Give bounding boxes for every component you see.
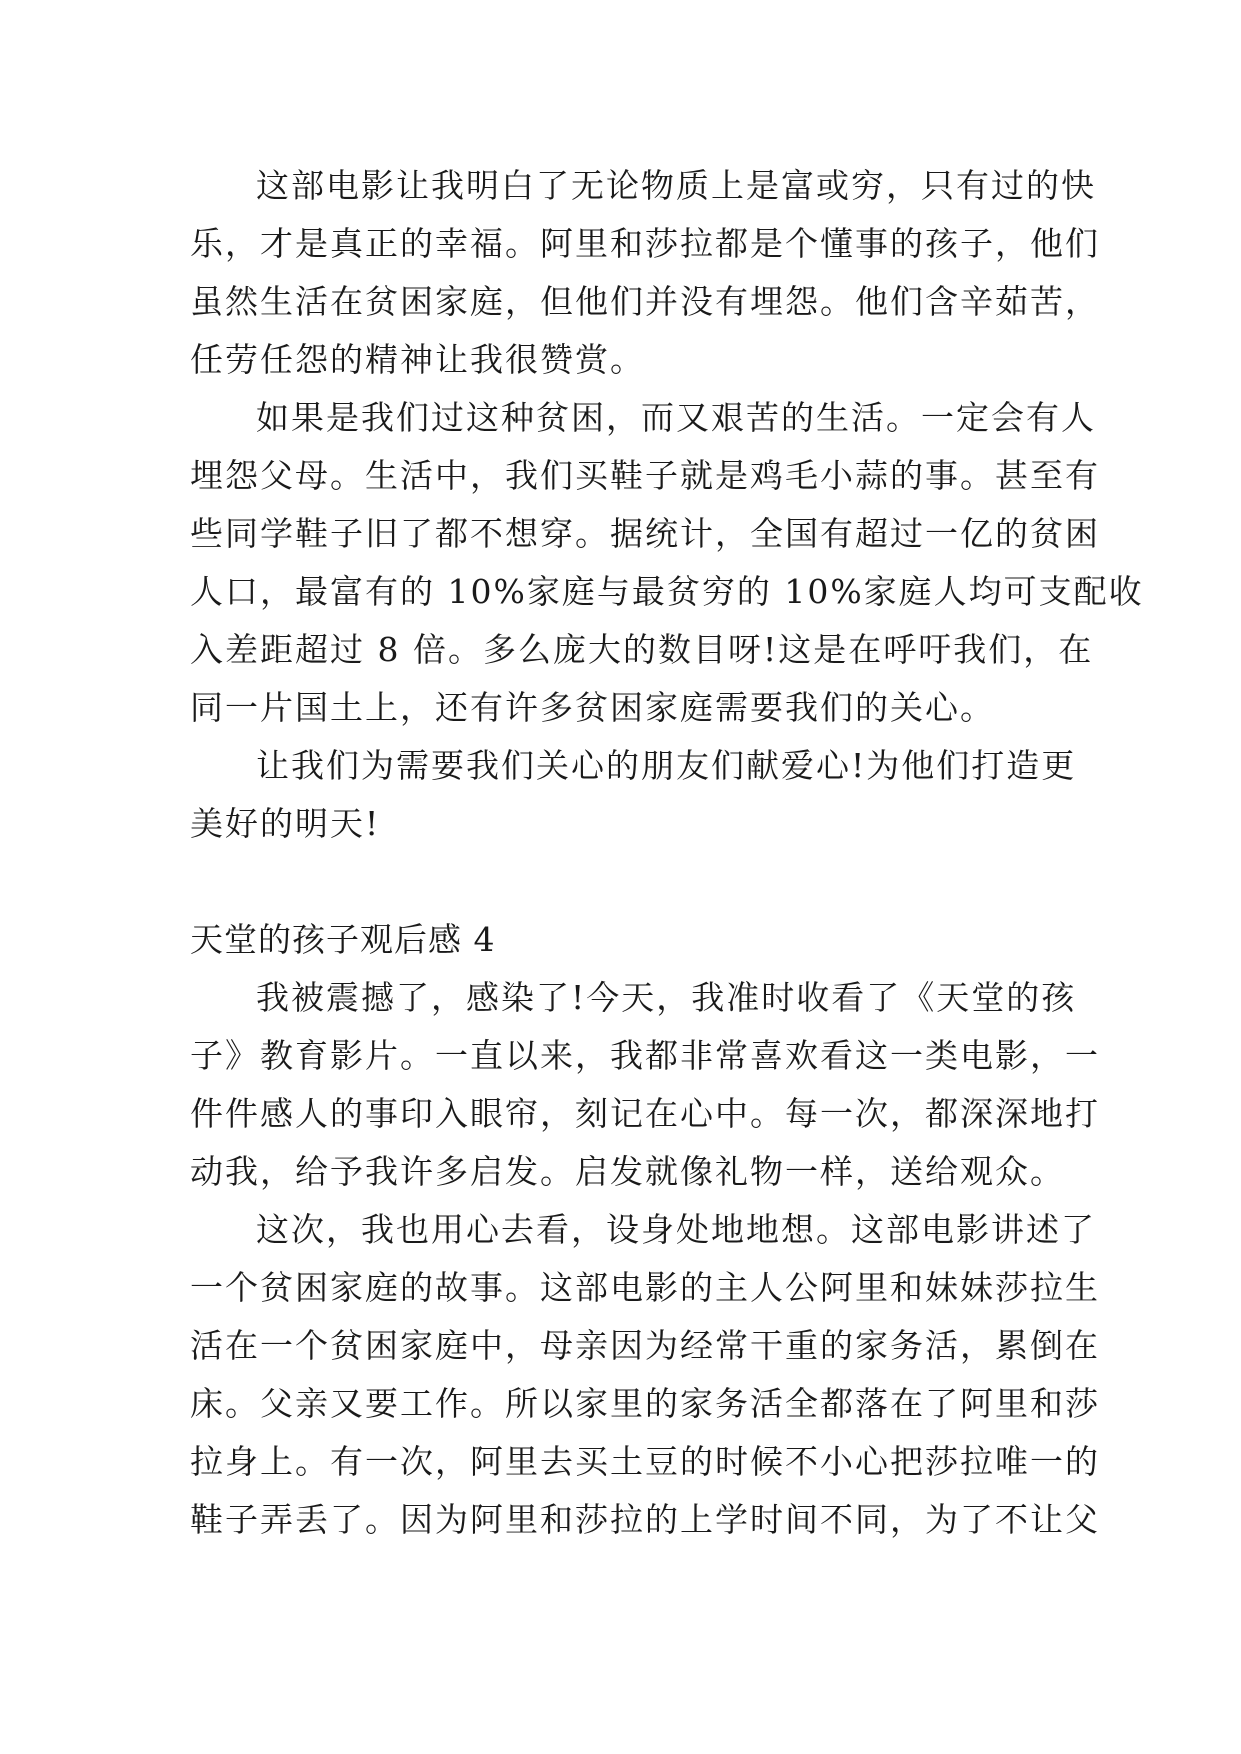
paragraph-line: 件件感人的事印入眼帘，刻记在心中。每一次，都深深地打 xyxy=(190,1094,1100,1133)
paragraph-line: 动我，给予我许多启发。启发就像礼物一样，送给观众。 xyxy=(190,1152,1065,1191)
section-title: 天堂的孩子观后感 4 xyxy=(190,920,496,959)
paragraph-line: 鞋子弄丢了。因为阿里和莎拉的上学时间不同，为了不让父 xyxy=(190,1500,1100,1539)
paragraph-line: 乐，才是真正的幸福。阿里和莎拉都是个懂事的孩子，他们 xyxy=(190,224,1100,263)
paragraph-line: 这次，我也用心去看，设身处地地想。这部电影讲述了 xyxy=(256,1210,1096,1249)
paragraph-line: 同一片国土上，还有许多贫困家庭需要我们的关心。 xyxy=(190,688,995,727)
paragraph-line: 美好的明天! xyxy=(190,804,381,843)
paragraph-line: 埋怨父母。生活中，我们买鞋子就是鸡毛小蒜的事。甚至有 xyxy=(190,456,1100,495)
paragraph-line: 这部电影让我明白了无论物质上是富或穷，只有过的快 xyxy=(256,166,1096,205)
paragraph-line: 我被震撼了，感染了!今天，我准时收看了《天堂的孩 xyxy=(256,978,1077,1017)
paragraph-line: 一个贫困家庭的故事。这部电影的主人公阿里和妹妹莎拉生 xyxy=(190,1268,1100,1307)
paragraph-line: 活在一个贫困家庭中，母亲因为经常干重的家务活，累倒在 xyxy=(190,1326,1100,1365)
paragraph-line: 子》教育影片。一直以来，我都非常喜欢看这一类电影，一 xyxy=(190,1036,1100,1075)
paragraph-line: 人口，最富有的 10%家庭与最贫穷的 10%家庭人均可支配收 xyxy=(190,572,1144,611)
paragraph-line: 入差距超过 8 倍。多么庞大的数目呀!这是在呼吁我们，在 xyxy=(190,630,1094,669)
paragraph-line: 如果是我们过这种贫困，而又艰苦的生活。一定会有人 xyxy=(256,398,1096,437)
paragraph-line: 床。父亲又要工作。所以家里的家务活全都落在了阿里和莎 xyxy=(190,1384,1100,1423)
paragraph-line: 拉身上。有一次，阿里去买土豆的时候不小心把莎拉唯一的 xyxy=(190,1442,1100,1481)
paragraph-line: 任劳任怨的精神让我很赞赏。 xyxy=(190,340,645,379)
paragraph-line: 让我们为需要我们关心的朋友们献爱心!为他们打造更 xyxy=(256,746,1077,785)
paragraph-line: 些同学鞋子旧了都不想穿。据统计，全国有超过一亿的贫困 xyxy=(190,514,1100,553)
paragraph-line: 虽然生活在贫困家庭，但他们并没有埋怨。他们含辛茹苦， xyxy=(190,282,1100,321)
